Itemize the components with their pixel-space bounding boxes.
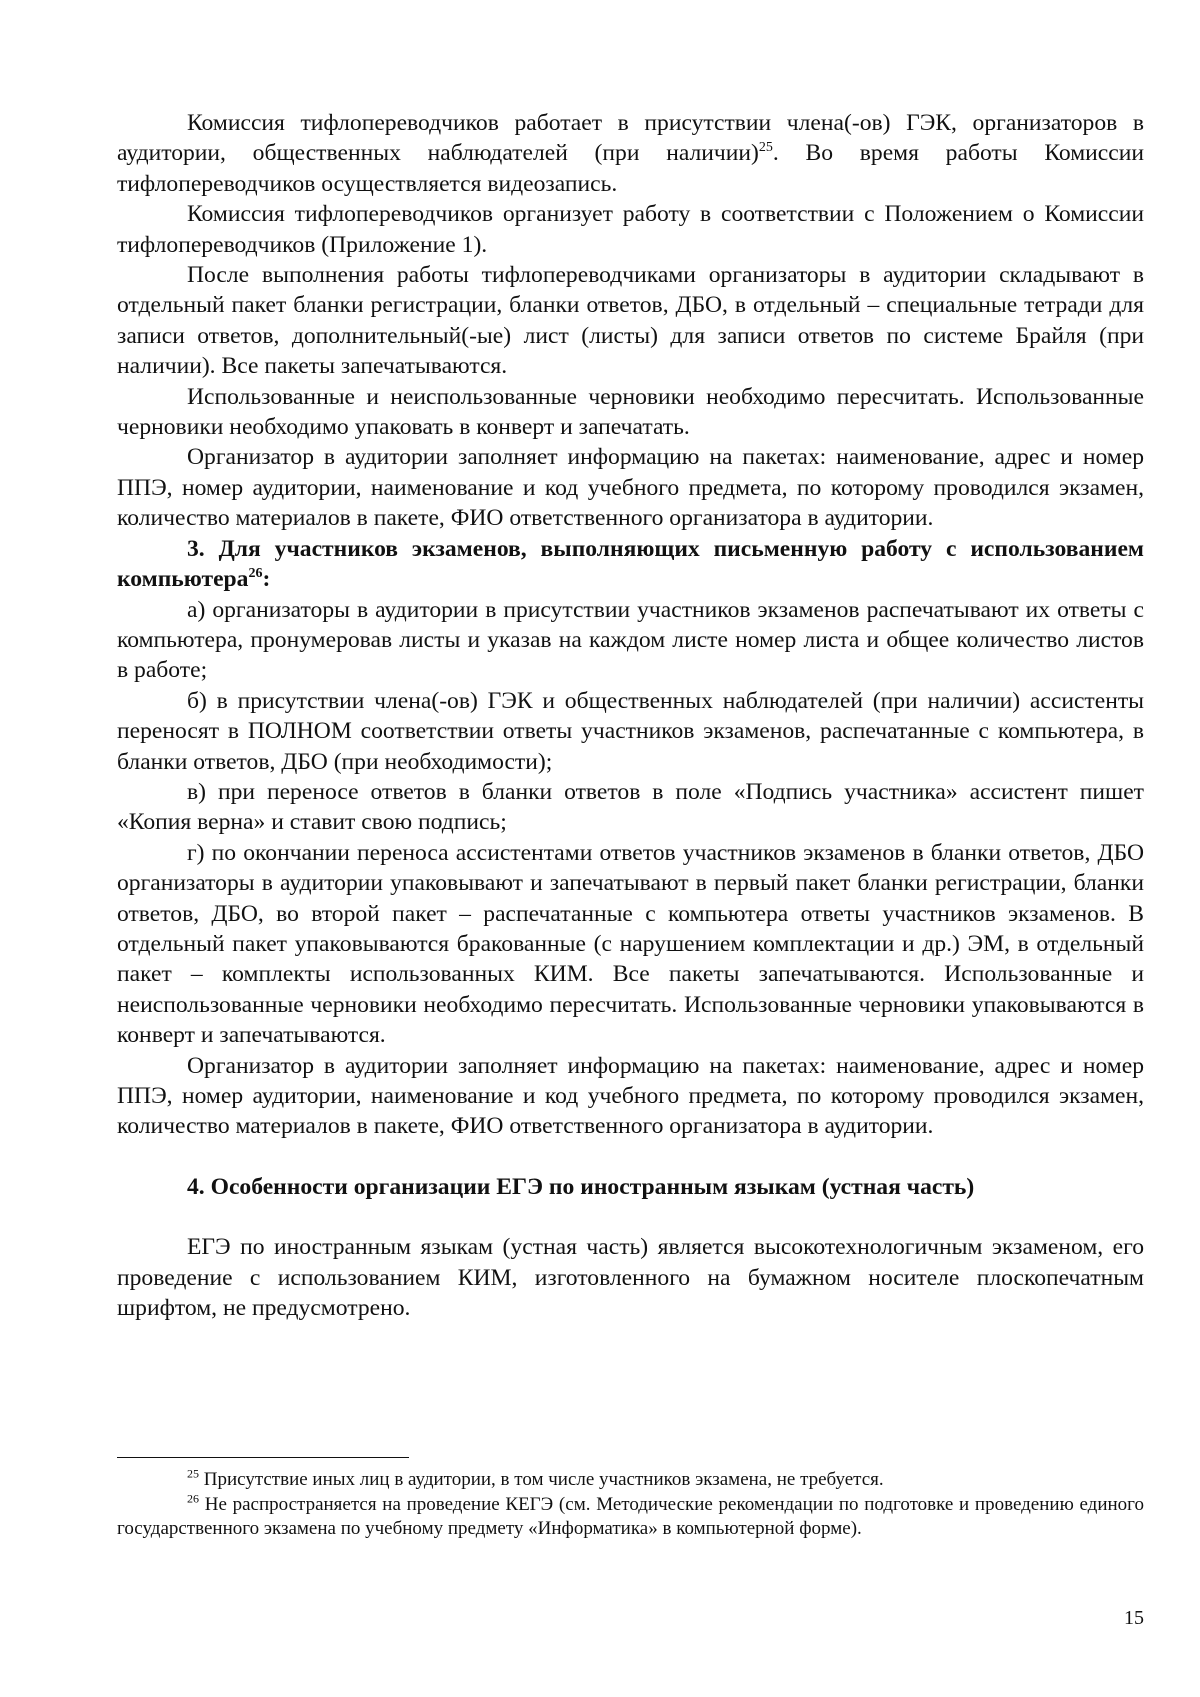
footnote-ref-25: 25 [758, 140, 773, 156]
paragraph-commission-work [117, 108, 1144, 199]
footnote-26 [117, 1493, 1144, 1542]
paragraph-text-tail: . Во время работы Комиссии тифлопереводчиков осуществляется видеозапись. [117, 140, 1144, 197]
footnote-mark: 25 [187, 1466, 199, 1481]
section-heading-foreign-languages: 4. Особенности организации ЕГЭ по иностранным языкам (устная часть) [187, 1173, 975, 1200]
paragraph-foreign-languages: ЕГЭ по иностранным языкам (устная часть) является высокотехнологичным экзаменом, его проведение с использованием КИМ, изготовленного на бумажном носителе плоскопечатным шрифтом, не предусмотрено. [117, 1234, 1144, 1322]
footnotes [117, 1468, 1144, 1542]
paragraph-package-info-2: Организатор в аудитории заполняет информацию на пакетах: наименование, адрес и номер ППЭ, номер аудитории, наименование и код учебного предмета, по которому проводился экзамен, количество материалов в пакете, ФИО ответственного организатора в аудитории. [117, 1052, 1144, 1140]
list-item-g: г) по окончании переноса ассистентами ответов участников экзаменов в бланки ответов, ДБО организаторы в аудитории упаковывают и запечатывают в первый пакет бланки регистрации, бланки ответов, ДБО, во второй пакет – распечатанные с компьютера ответы участников экзаменов. В отдельный пакет упаковываются бракованные (с нарушением комплектации и др.) ЭМ, в отдельный пакет – комплекты использованных КИМ. Все пакеты запечатываются. Использованные и неиспользованные черновики необходимо пересчитать. Использованные черновики упаковываются в конверт и запечатываются. [117, 839, 1144, 1049]
list-item-v: в) при переносе ответов в бланки ответов в поле «Подпись участника» ассистент пишет «Копия верна» и ставит свою подпись; [117, 778, 1144, 836]
paragraph-computer-participants [117, 534, 1144, 595]
footnote-25 [117, 1468, 1144, 1493]
paragraph-text-tail: : [262, 566, 271, 593]
footnote-text: Присутствие иных лиц в аудитории, в том числе участников экзамена, не требуется. [199, 1469, 884, 1490]
paragraph-text: 3. Для участников экзаменов, выполняющих письменную работу с использованием компьютера [117, 535, 1144, 593]
footnote-text: Не распространяется на проведение КЕГЭ (см. Методические рекомендации по подготовке и проведению единого государственного экзамена по учебному предмету «Информатика» в компьютерной форме). [117, 1493, 1144, 1539]
footnote-mark: 26 [187, 1491, 199, 1506]
paragraph-package-info: Организатор в аудитории заполняет информацию на пакетах: наименование, адрес и номер ППЭ, номер аудитории, наименование и код учебного предмета, по которому проводился экзамен, количество материалов в пакете, ФИО ответственного организатора в аудитории. [117, 444, 1144, 532]
paragraph-drafts-count: Использованные и неиспользованные черновики необходимо пересчитать. Использованные черновики необходимо упаковать в конверт и запечатать. [117, 383, 1144, 441]
page-number: 15 [1124, 1607, 1144, 1629]
footnote-separator [117, 1457, 409, 1458]
paragraph-commission-regulation: Комиссия тифлопереводчиков организует работу в соответствии с Положением о Комиссии тифлопереводчиков (Приложение 1). [117, 201, 1144, 258]
paragraph-text: Комиссия тифлопереводчиков работает в присутствии члена(-ов) ГЭК, организаторов в аудитории, общественных наблюдателей (при наличии) [117, 110, 1144, 167]
paragraph-packaging-blanks: После выполнения работы тифлопереводчиками организаторы в аудитории складывают в отдельный пакет бланки регистрации, бланки ответов, ДБО, в отдельный – специальные тетради для записи ответов, дополнительный(-ые) лист (листы) для записи ответов по системе Брайля (при наличии). Все пакеты запечатываются. [117, 262, 1144, 380]
section-body [117, 1232, 1144, 1323]
list-item-a: а) организаторы в аудитории в присутствии участников экзаменов распечатывают их ответы с компьютера, пронумеровав листы и указав на каждом листе номер листа и общее количество листов в работе; [117, 596, 1144, 684]
footnote-ref-26: 26 [248, 566, 263, 582]
list-item-b: б) в присутствии члена(-ов) ГЭК и общественных наблюдателей (при наличии) ассистенты переносят в ПОЛНОМ соответствии ответы участников экзаменов, распечатанные с компьютера, в бланки ответов, ДБО (при необходимости); [117, 687, 1144, 775]
body-text [117, 108, 1144, 1142]
document-page [117, 108, 1144, 1323]
